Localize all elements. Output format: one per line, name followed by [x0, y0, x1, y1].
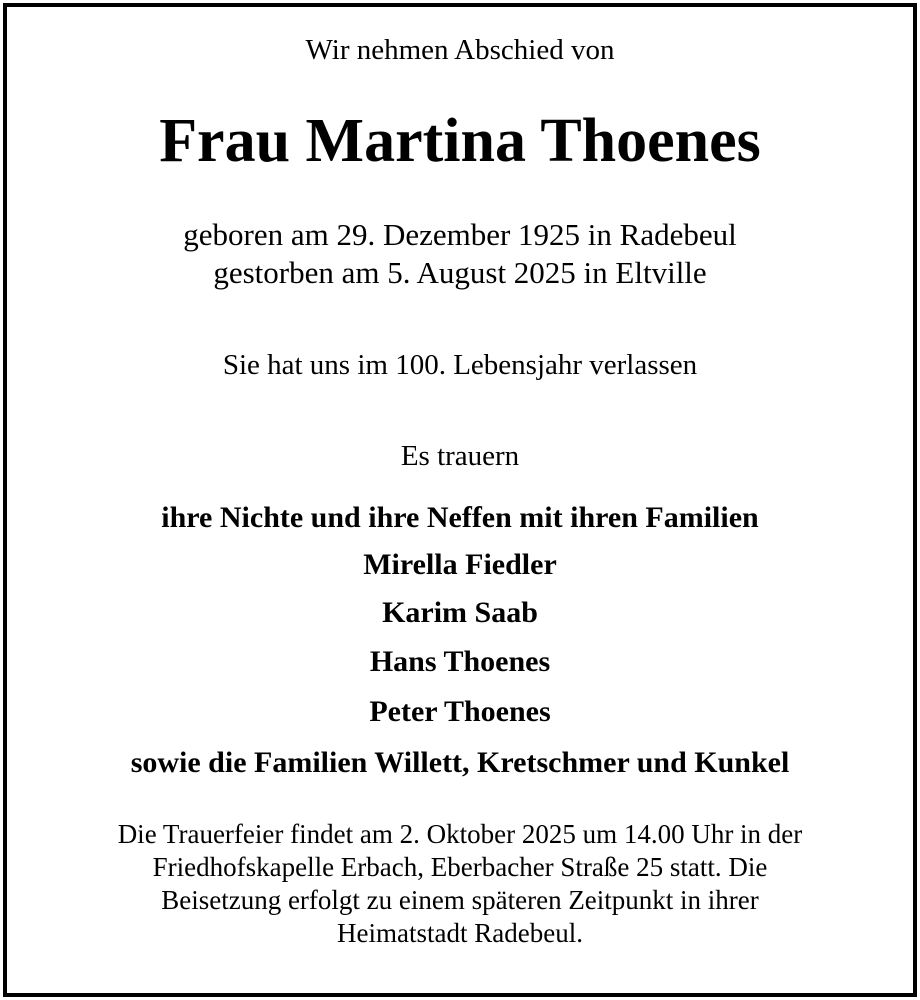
- service-line: Beisetzung erfolgt zu einem späteren Zeitpunkt in ihrer: [161, 885, 759, 915]
- service-line: Heimatstadt Radebeul.: [337, 918, 583, 948]
- service-line: Die Trauerfeier findet am 2. Oktober 2025 um 14.00 Uhr in der: [117, 819, 803, 849]
- service-line: Friedhofskapelle Erbach, Eberbacher Straße 25 statt. Die: [152, 852, 768, 882]
- birth-line: geboren am 29. Dezember 1925 in Radebeul: [183, 217, 737, 252]
- mourner-name: Karim Saab: [382, 596, 538, 629]
- death-line: gestorben am 5. August 2025 in Eltville: [213, 255, 707, 290]
- deceased-name: Frau Martina Thoenes: [159, 107, 761, 175]
- mourner-families: sowie die Familien Willett, Kretschmer und Kunkel: [130, 746, 790, 779]
- age-line: Sie hat uns im 100. Lebensjahr verlassen: [222, 349, 698, 381]
- intro-text: Wir nehmen Abschied von: [305, 34, 615, 66]
- mourner-name: Mirella Fiedler: [363, 548, 557, 581]
- mourning-intro: Es trauern: [400, 440, 520, 472]
- mourner-relatives: ihre Nichte und ihre Neffen mit ihren Familien: [161, 501, 759, 534]
- mourner-name: Hans Thoenes: [369, 645, 551, 678]
- funeral-service-info: [40, 818, 880, 950]
- mourner-name: Peter Thoenes: [369, 695, 551, 728]
